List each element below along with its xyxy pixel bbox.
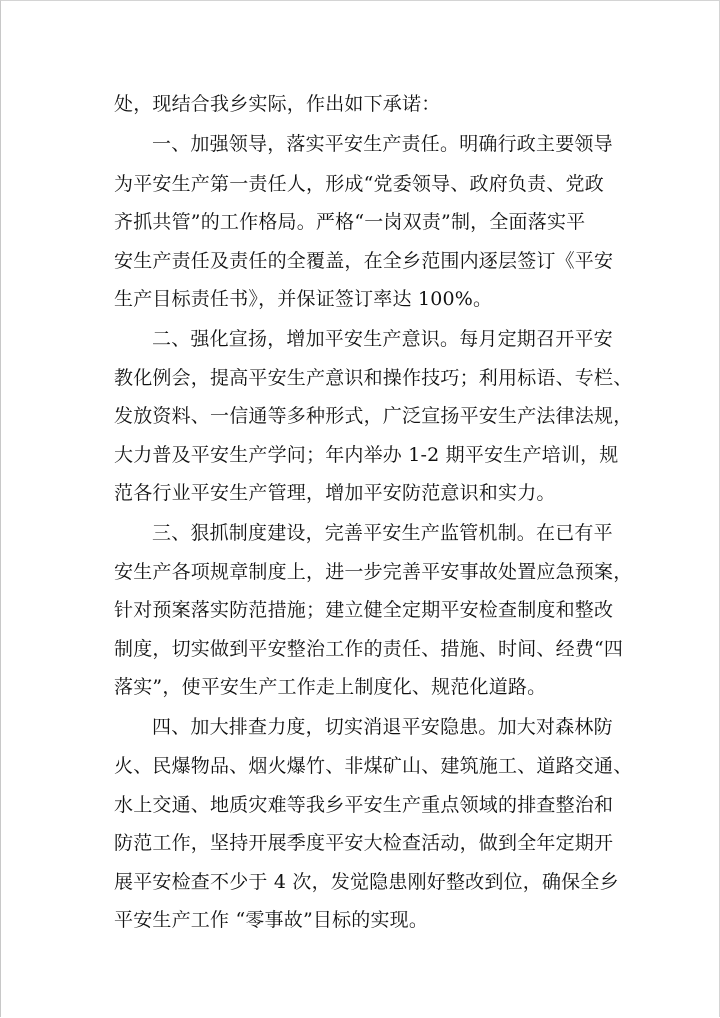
text-line: 火、民爆物品、烟火爆竹、非煤矿山、建筑施工、道路交通、 [114, 755, 633, 777]
text-line: 针对预案落实防范措施；建立健全定期平安检查制度和整改 [114, 599, 614, 621]
text-line: 发放资料、一信通等多种形式，广泛宣扬平安生产法律法规， [114, 405, 633, 427]
text-line: 范各行业平安生产管理，增加平安防范意识和实力。 [114, 482, 556, 504]
paragraph-2-heading-line: 二、强化宣扬，增加平安生产意识。每月定期召开平安 [152, 328, 613, 350]
text-line: 防范工作，坚持开展季度平安大检查活动，做到全年定期开 [114, 832, 614, 854]
text-line: 平安生产工作 “零事故”目标的实现。 [114, 909, 429, 931]
text-line: 为平安生产第一责任人，形成“党委领导、政府负责、党政 [114, 173, 604, 195]
text-line: 齐抓共管”的工作格局。严格“一岗双责”制，全面落实平 [114, 211, 586, 233]
paragraph-1-heading-line: 一、加强领导，落实平安生产责任。明确行政主要领导 [152, 133, 613, 155]
text-line: 安生产各项规章制度上，进一步完善平安事故处置应急预案， [114, 561, 633, 583]
text-line: 落实”，使平安生产工作走上制度化、规范化道路。 [114, 676, 547, 698]
text-line: 处，现结合我乡实际，作出如下承诺： [114, 93, 441, 115]
text-line: 大力普及平安生产学问；年内举办 1-2 期平安生产培训，规 [114, 444, 619, 466]
text-line: 教化例会，提高平安生产意识和操作技巧；利用标语、专栏、 [114, 367, 633, 389]
text-line: 水上交通、地质灾难等我乡平安生产重点领域的排查整治和 [114, 794, 614, 816]
text-line: 生产目标责任书》，并保证签订率达 100%。 [114, 288, 493, 310]
text-line: 展平安检查不少于 4 次，发觉隐患刚好整改到位，确保全乡 [114, 871, 619, 893]
text-line: 安生产责任及责任的全覆盖，在全乡范围内逐层签订《平安 [114, 250, 614, 272]
paragraph-3-heading-line: 三、狠抓制度建设，完善平安生产监管机制。在已有平 [152, 522, 613, 544]
text-line: 制度，切实做到平安整治工作的责任、措施、时间、经费“四 [114, 638, 624, 660]
paragraph-4-heading-line: 四、加大排查力度，切实消退平安隐患。加大对森林防 [152, 716, 613, 738]
